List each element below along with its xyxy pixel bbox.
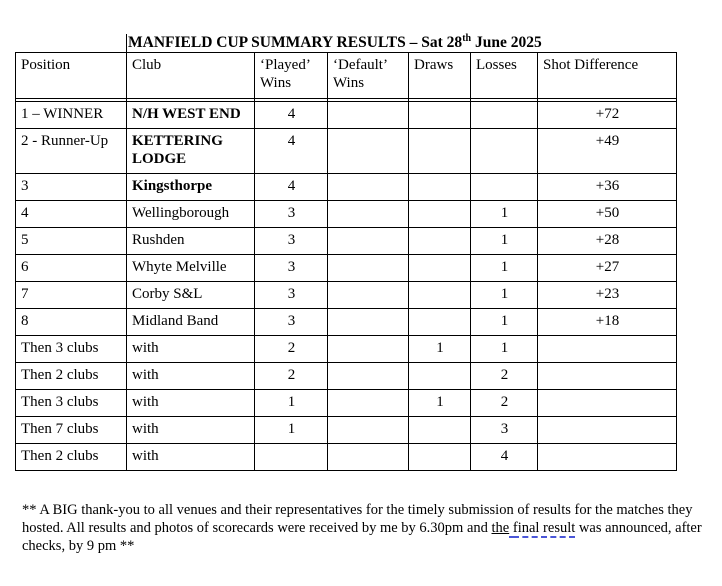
table-row: [16, 363, 677, 390]
cell-club: KETTERING LODGE: [127, 129, 255, 174]
cell-draws: [409, 417, 471, 444]
cell-shot-difference: +49: [538, 129, 677, 174]
text-cursor: [126, 34, 127, 52]
cell-draws: [409, 444, 471, 471]
cell-losses: [471, 129, 538, 174]
table-row: [16, 336, 677, 363]
cell-draws: [409, 255, 471, 282]
cell-shot-difference: +72: [538, 102, 677, 129]
cell-default-wins: [328, 390, 409, 417]
header-row: [16, 53, 677, 99]
cell-position: Then 7 clubs: [16, 417, 127, 444]
cell-position: Then 3 clubs: [16, 390, 127, 417]
cell-losses: 1: [471, 282, 538, 309]
cell-club: Midland Band: [127, 309, 255, 336]
cell-shot-difference: +27: [538, 255, 677, 282]
cell-draws: [409, 228, 471, 255]
cell-club: with: [127, 417, 255, 444]
header-position: Position: [16, 53, 127, 99]
cell-club: with: [127, 336, 255, 363]
cell-default-wins: [328, 201, 409, 228]
cell-draws: [409, 174, 471, 201]
header-shot-difference: Shot Difference: [538, 53, 677, 99]
cell-position: Then 2 clubs: [16, 363, 127, 390]
cell-club: Rushden: [127, 228, 255, 255]
cell-losses: 1: [471, 201, 538, 228]
cell-played-wins: 1: [255, 417, 328, 444]
title-tail: June 2025: [471, 34, 542, 51]
table-row: [16, 174, 677, 201]
table-row: [16, 201, 677, 228]
cell-played-wins: 3: [255, 282, 328, 309]
cell-played-wins: [255, 444, 328, 471]
cell-shot-difference: +18: [538, 309, 677, 336]
cell-losses: 1: [471, 336, 538, 363]
cell-played-wins: 4: [255, 102, 328, 129]
cell-draws: [409, 309, 471, 336]
cell-draws: 1: [409, 336, 471, 363]
cell-draws: [409, 363, 471, 390]
cell-default-wins: [328, 174, 409, 201]
table-row: [16, 309, 677, 336]
cell-losses: 2: [471, 363, 538, 390]
cell-club: Wellingborough: [127, 201, 255, 228]
cell-position: 6: [16, 255, 127, 282]
cell-played-wins: 1: [255, 390, 328, 417]
header-draws: Draws: [409, 53, 471, 99]
cell-default-wins: [328, 444, 409, 471]
cell-losses: [471, 102, 538, 129]
page-title: [128, 33, 542, 53]
cell-position: 3: [16, 174, 127, 201]
cell-default-wins: [328, 363, 409, 390]
cell-shot-difference: +28: [538, 228, 677, 255]
thank-you-note: ** A BIG thank-you to all venues and their representatives for the timely submission of results for the matches they hosted. All results and photos of scorecards were received by me by 6.30pm and the final result was announced, after checks, by 9 pm **: [22, 502, 702, 554]
cell-club: Corby S&L: [127, 282, 255, 309]
cell-position: 1 – WINNER: [16, 102, 127, 129]
cell-losses: 1: [471, 228, 538, 255]
cell-shot-difference: [538, 363, 677, 390]
cell-position: 4: [16, 201, 127, 228]
cell-position: 7: [16, 282, 127, 309]
cell-played-wins: 3: [255, 228, 328, 255]
cell-default-wins: [328, 282, 409, 309]
cell-losses: 2: [471, 390, 538, 417]
table-row: [16, 390, 677, 417]
cell-position: 2 - Runner-Up: [16, 129, 127, 174]
cell-default-wins: [328, 336, 409, 363]
cell-shot-difference: +36: [538, 174, 677, 201]
cell-played-wins: 4: [255, 174, 328, 201]
cell-default-wins: [328, 102, 409, 129]
header-played-wins: ‘Played’ Wins: [255, 53, 328, 99]
cell-club: with: [127, 444, 255, 471]
cell-default-wins: [328, 228, 409, 255]
cell-played-wins: 2: [255, 363, 328, 390]
cell-default-wins: [328, 255, 409, 282]
cell-shot-difference: [538, 390, 677, 417]
cell-club: with: [127, 363, 255, 390]
table-row: [16, 129, 677, 174]
table-row: [16, 102, 677, 129]
cell-played-wins: 2: [255, 336, 328, 363]
cell-draws: [409, 282, 471, 309]
table-row: [16, 255, 677, 282]
cell-shot-difference: [538, 336, 677, 363]
cell-losses: 1: [471, 309, 538, 336]
table-row: [16, 444, 677, 471]
cell-draws: [409, 129, 471, 174]
header-losses: Losses: [471, 53, 538, 99]
cell-played-wins: 3: [255, 201, 328, 228]
cell-draws: [409, 201, 471, 228]
header-club: Club: [127, 53, 255, 99]
cell-position: 8: [16, 309, 127, 336]
cell-club: Whyte Melville: [127, 255, 255, 282]
cell-played-wins: 3: [255, 255, 328, 282]
title-main: MANFIELD CUP SUMMARY RESULTS – Sat 28: [128, 34, 463, 51]
cell-club: with: [127, 390, 255, 417]
cell-played-wins: 3: [255, 309, 328, 336]
cell-default-wins: [328, 417, 409, 444]
cell-position: 5: [16, 228, 127, 255]
cell-shot-difference: [538, 417, 677, 444]
cell-played-wins: 4: [255, 129, 328, 174]
cell-club: Kingsthorpe: [127, 174, 255, 201]
table-row: [16, 282, 677, 309]
cell-losses: [471, 174, 538, 201]
cell-club: N/H WEST END: [127, 102, 255, 129]
table-row: [16, 417, 677, 444]
cell-draws: 1: [409, 390, 471, 417]
header-default-wins: ‘Default’ Wins: [328, 53, 409, 99]
title-superscript: th: [462, 32, 472, 44]
cell-shot-difference: +23: [538, 282, 677, 309]
cell-position: Then 2 clubs: [16, 444, 127, 471]
cell-default-wins: [328, 129, 409, 174]
cell-shot-difference: [538, 444, 677, 471]
cell-position: Then 3 clubs: [16, 336, 127, 363]
cell-draws: [409, 102, 471, 129]
results-table: [15, 52, 677, 471]
cell-shot-difference: +50: [538, 201, 677, 228]
cell-losses: 4: [471, 444, 538, 471]
table-row: [16, 228, 677, 255]
spellcheck-flagged-text: final result: [512, 520, 576, 536]
cell-losses: 1: [471, 255, 538, 282]
cell-losses: 3: [471, 417, 538, 444]
cell-default-wins: [328, 309, 409, 336]
